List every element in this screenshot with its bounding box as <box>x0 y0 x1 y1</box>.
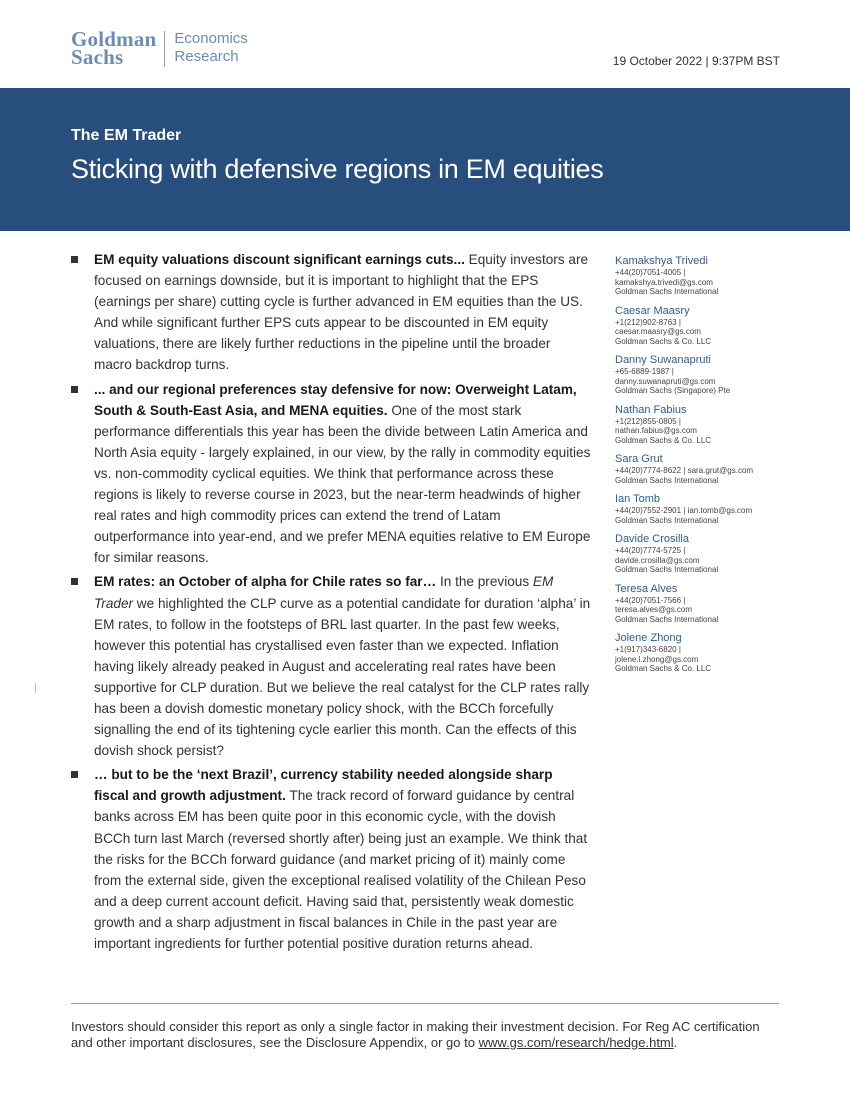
author-entry: Teresa Alves +44(20)7051-7566 | teresa.alves@gs.com Goldman Sachs International <box>615 583 785 625</box>
summary-body <box>71 249 591 957</box>
author-name: Jolene Zhong <box>615 632 682 644</box>
bullet-square-icon <box>71 578 78 585</box>
gs-logo <box>71 27 248 69</box>
summary-bullet <box>71 379 591 569</box>
author-name: Sara Grut <box>615 453 663 465</box>
author-name: Kamakshya Trivedi <box>615 255 708 267</box>
author-entry: Caesar Maasry +1(212)902-8763 | caesar.maasry@gs.com Goldman Sachs & Co. LLC <box>615 305 785 347</box>
author-name: Davide Crosilla <box>615 533 689 545</box>
summary-bullet <box>71 571 591 761</box>
logo-unit: Economics Research <box>174 30 248 65</box>
bullet-lead: EM rates: an October of alpha for Chile rates so far… <box>94 574 437 590</box>
series-name: The EM Trader <box>71 127 182 144</box>
bullet-lead: EM equity valuations discount significant earnings cuts... <box>94 252 465 267</box>
disclosure-footer: Investors should consider this report as only a single factor in making their investment decision. For Reg AC certification and other important disclosures, see the Disclosure Appendix, or go to www.gs.com/research/hedge.html. <box>71 1019 760 1050</box>
bullet-lead: ... and our regional preferences stay defensive for now: Overweight Latam, South & South-East Asia, and MENA equities. <box>94 381 577 418</box>
disclosure-link[interactable]: www.gs.com/research/hedge.html <box>478 1035 674 1050</box>
page-title: Sticking with defensive regions in EM equities <box>71 154 604 184</box>
margin-mark <box>35 683 36 693</box>
bullet-text: Equity investors are focused on earnings downside, but it is important to highlight that the EPS (earnings per share) cutting cycle is further advanced in EM equities than the US. And while significant further EPS cuts appear to be discounted in EM equity valuations, there are likely further reductions in the pipeline until the broader macro backdrop turns. <box>94 252 589 373</box>
logo-divider <box>164 31 165 67</box>
summary-bullet <box>71 764 591 954</box>
author-entry: Jolene Zhong +1(917)343-6820 | jolene.l.zhong@gs.com Goldman Sachs & Co. LLC <box>615 632 785 674</box>
summary-bullet <box>71 249 591 376</box>
bullet-text: we highlighted the CLP curve as a potential candidate for duration ‘alpha’ in EM rates, to follow in the footsteps of BRL last quarter. In the past few weeks, however this potential has crystallised even faster than we expected. Inflation having likely already peaked in August and accelerating real rates have been supportive for CLP duration. But we believe the real catalyst for the CLP rates rally has been a dovish domestic monetary policy shock, with the BCCh forcefully signalling the end of its tightening cycle earlier this month. Can the effects of this dovish shock persist? <box>94 595 591 759</box>
author-name: Teresa Alves <box>615 582 678 595</box>
author-name: Nathan Fabius <box>615 403 687 416</box>
author-name: Danny Suwanapruti <box>615 354 712 366</box>
author-entry: Davide Crosilla +44(20)7774-5725 | davide.crosilla@gs.com Goldman Sachs International <box>615 533 785 575</box>
bullet-square-icon <box>71 256 78 263</box>
bullet-square-icon <box>71 386 78 393</box>
bullet-square-icon <box>71 771 78 778</box>
dateline: 19 October 2022 | 9:37PM BST <box>612 54 780 68</box>
author-entry: Nathan Fabius +1(212)855-0805 | nathan.fabius@gs.com Goldman Sachs & Co. LLC <box>615 404 785 446</box>
disclosure-text: Investors should consider this report as only a single factor in making their investment decision. For Reg AC certification and other important disclosures, see the Disclosure Appendix, or go to <box>71 1019 760 1050</box>
bullet-lead: … but to be the ‘next Brazil’, currency stability needed alongside sharp fiscal and growth adjustment. <box>94 767 553 804</box>
author-entry: Sara Grut +44(20)7774-8622 | sara.grut@gs.com Goldman Sachs International <box>615 453 785 485</box>
footer-divider <box>71 1003 779 1004</box>
author-name: Ian Tomb <box>615 493 661 505</box>
publication-name: EM Trader <box>94 574 554 611</box>
author-list <box>615 255 785 682</box>
bullet-text: The track record of forward guidance by central banks across EM has been quite poor in this economic cycle, with the dovish BCCh turn last March (reversed shortly after) being just an example. We think that the risks for the BCCh forward guidance (and market pricing of it) mainly come from the external side, given the exceptional realised volatility of the Chilean Peso and a deep current account deficit. Having said that, persistently weak domestic growth and a sharp adjustment in fiscal balances in Chile in the past year are important ingredients for further potential positive duration returns ahead. <box>94 788 588 951</box>
bullet-text: One of the most stark performance differentials this year has been the divide between Latin America and North Asia equity - largely explained, in our view, by the rally in commodity equities vs. non-commodity cyclical equities. We think that performance across these regions is likely to reverse course in 2023, but the near-term headwinds of higher real rates and high commodity prices can extend the trend of Latam outperformance into year-end, and we prefer MENA equities relative to EM Europe for similar reasons. <box>94 402 591 566</box>
author-entry: Ian Tomb +44(20)7552-2901 | ian.tomb@gs.com Goldman Sachs International <box>615 493 785 525</box>
author-name: Caesar Maasry <box>615 304 690 317</box>
bullet-text-pre: In the previous <box>436 574 533 590</box>
author-entry: Danny Suwanapruti +65-6889-1987 | danny.suwanapruti@gs.com Goldman Sachs (Singapore) Pte <box>615 354 785 396</box>
title-banner <box>0 88 850 231</box>
author-entry: Kamakshya Trivedi +44(20)7051-4005 | kamakshya.trivedi@gs.com Goldman Sachs International <box>615 255 785 297</box>
logo-wordmark: Goldman Sachs <box>71 27 157 69</box>
